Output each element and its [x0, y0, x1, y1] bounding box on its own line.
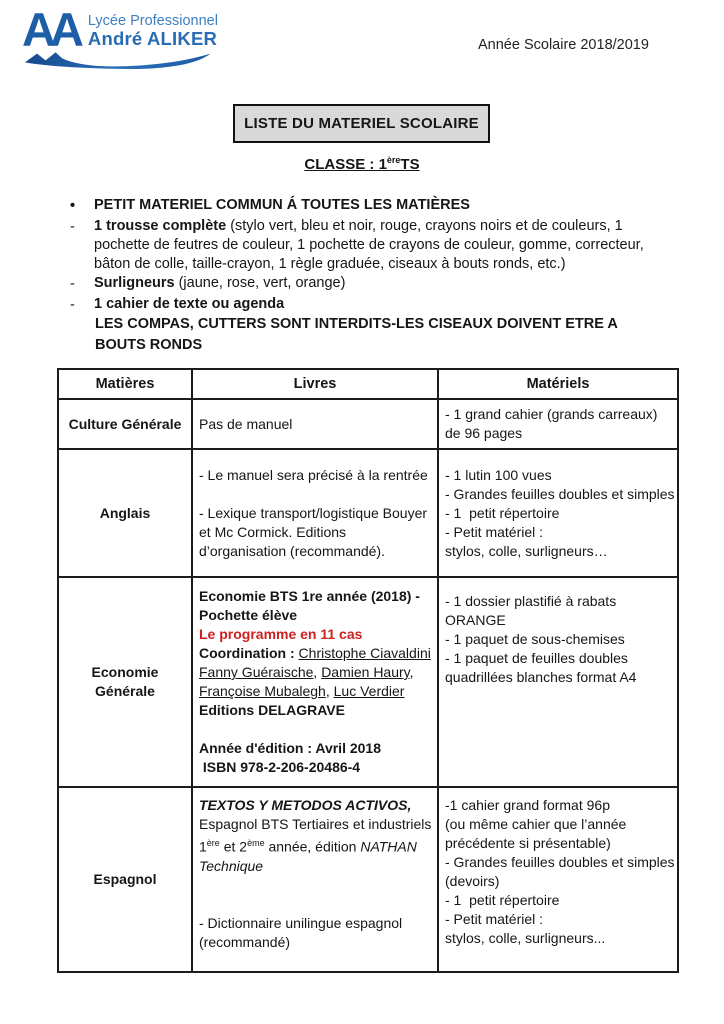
school-logo: [22, 3, 232, 71]
dash-marker: -: [70, 276, 75, 292]
materials-table: [57, 368, 679, 973]
logo-school-name: André ALIKER: [87, 28, 218, 49]
class-line: [0, 151, 724, 174]
livres-anglais: - Le manuel sera précisé à la rentrée - Lexique transport/logistique Bouyer et Mc Cormick. Editions d’organisation (recommandé).: [192, 449, 438, 577]
table-row: [58, 787, 678, 972]
table-header-row: [58, 369, 678, 399]
header-livres: Livres: [192, 369, 438, 399]
list-item: [70, 295, 664, 316]
materiels-anglais: - 1 lutin 100 vues - Grandes feuilles doubles et simples - 1 petit répertoire - Petit matériel : stylos, colle, surligneurs…: [438, 449, 678, 577]
livres-culture-generale: Pas de manuel: [192, 399, 438, 449]
item-cahier-texte: 1 cahier de texte ou agenda: [94, 296, 285, 312]
subject-espagnol: Espagnol: [58, 787, 192, 972]
item-trousse: 1 trousse complète (stylo vert, bleu et noir, rouge, crayons noirs et de couleurs, 1 pochette de feutres de couleur, 1 pochette de crayons de couleur, gomme, correcteur, bâton de colle, taille-crayon, 1 règle graduée, ciseaux à bouts ronds, etc.): [94, 218, 648, 272]
subject-anglais: Anglais: [58, 449, 192, 577]
subject-economie-generale: Economie Générale: [58, 577, 192, 787]
common-heading: PETIT MATERIEL COMMUN Á TOUTES LES MATIÈRES: [94, 197, 470, 213]
list-item: [70, 274, 664, 295]
logo-monogram: AA: [22, 3, 78, 56]
subject-culture-generale: Culture Générale: [58, 399, 192, 449]
materiels-economie-generale: - 1 dossier plastifié à rabats ORANGE - 1 paquet de sous-chemises - 1 paquet de feuilles doubles quadrillées blanches format A4: [438, 577, 678, 787]
class-label: CLASSE : 1èreTS: [304, 155, 420, 173]
materiels-espagnol: -1 cahier grand format 96p (ou même cahier que l’année précédente si présentable) - Grandes feuilles doubles et simples (devoirs) - 1 petit répertoire - Petit matériel : stylos, colle, surligneurs...: [438, 787, 678, 972]
livres-espagnol: TEXTOS Y METODOS ACTIVOS, Espagnol BTS Tertiaires et industriels 1ère et 2ème année, édition NATHAN Technique - Dictionnaire unilingue espagnol (recommandé): [192, 787, 438, 972]
materiels-culture-generale: - 1 grand cahier (grands carreaux) de 96 pages: [438, 399, 678, 449]
logo-school-type: Lycée Professionnel: [87, 13, 218, 29]
table-row: [58, 449, 678, 577]
table-row: [58, 577, 678, 787]
table-row: [58, 399, 678, 449]
item-surligneurs: Surligneurs (jaune, rose, vert, orange): [94, 275, 346, 291]
bullet-icon: •: [70, 198, 76, 214]
list-item: [70, 217, 664, 274]
document-title: LISTE DU MATERIEL SCOLAIRE: [244, 115, 479, 132]
dash-marker: -: [70, 219, 75, 235]
document-title-box: [233, 104, 490, 143]
header-matieres: Matières: [58, 369, 192, 399]
warning-text: LES COMPAS, CUTTERS SONT INTERDITS-LES CISEAUX DOIVENT ETRE A BOUTS RONDS: [95, 316, 618, 353]
school-year: Année Scolaire 2018/2019: [478, 37, 649, 53]
dash-marker: -: [70, 297, 75, 313]
livres-economie-generale: Economie BTS 1re année (2018) - Pochette élève Le programme en 11 cas Coordination : Christophe Ciavaldini Fanny Guéraische, Damien Haury, Françoise Mubalegh, Luc Verdier Editions DELAGRAVE Année d'édition : Avril 2018 ISBN 978-2-206-20486-4: [192, 577, 438, 787]
header-materiels: Matériels: [438, 369, 678, 399]
common-materials-section: [70, 196, 664, 316]
common-heading-row: [70, 196, 664, 217]
